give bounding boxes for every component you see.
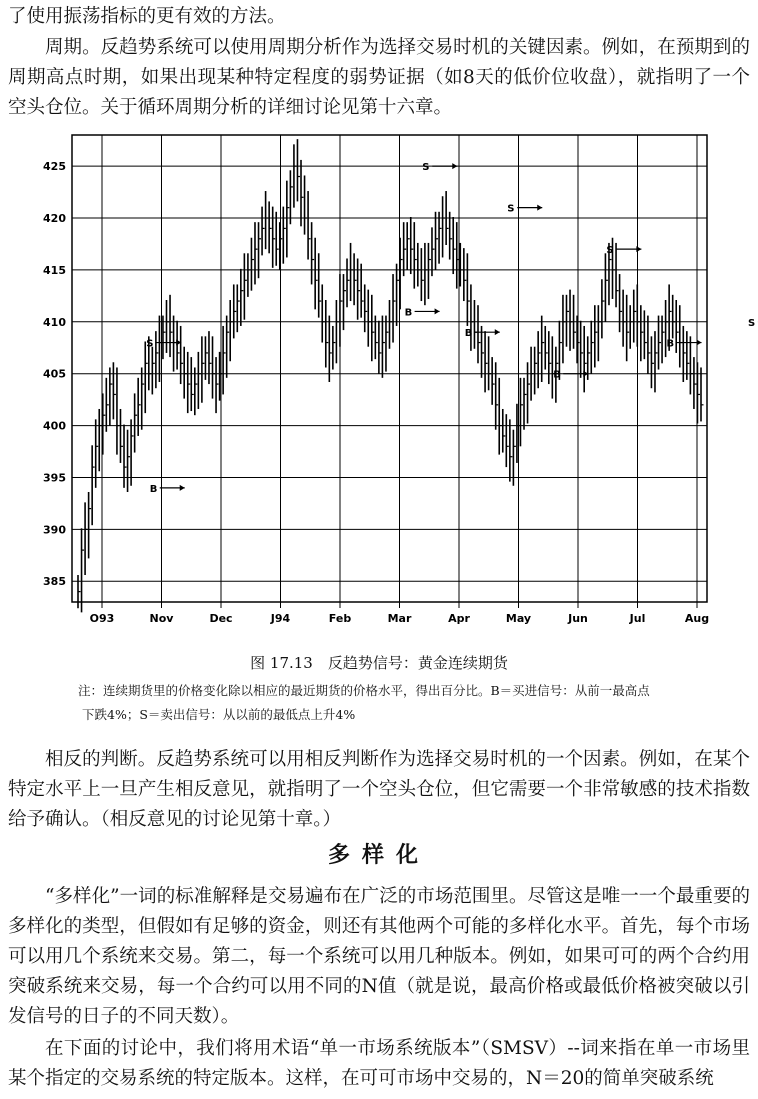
x-tick-label: Mar xyxy=(387,612,412,625)
signal-label: B xyxy=(553,369,561,381)
y-tick-label: 400 xyxy=(43,419,66,433)
signal-label: B xyxy=(149,483,158,495)
signal-label: S xyxy=(422,162,430,174)
signal-label: S xyxy=(146,338,154,350)
signal-arrow-head xyxy=(495,329,500,335)
signal-arrow-head xyxy=(435,308,440,314)
x-tick-label: May xyxy=(505,612,532,625)
y-tick-label: 425 xyxy=(43,160,66,174)
y-tick-label: 385 xyxy=(43,575,66,589)
signal-label: S xyxy=(606,245,614,257)
y-tick-label: 390 xyxy=(43,523,66,537)
x-tick-label: Feb xyxy=(328,612,352,625)
plot-frame xyxy=(72,135,707,602)
y-tick-label: 410 xyxy=(43,315,66,329)
x-tick-label: J94 xyxy=(270,612,291,625)
x-tick-label: Apr xyxy=(448,612,470,625)
paragraph-cycles: 周期。反趋势系统可以使用周期分析作为选择交易时机的关键因素。例如，在预期到的周期高点时期，如果出现某种特定程度的弱势证据（如8天的低价位收盘），就指明了一个空头仓位。关于循环周期分析的详细讨论见第十六章。 xyxy=(8,37,750,118)
y-tick-label: 405 xyxy=(43,367,66,381)
x-tick-label: Dec xyxy=(209,612,233,625)
y-tick-label: 395 xyxy=(43,471,66,485)
chart-svg xyxy=(0,125,758,635)
figure-note-line2: 下跌4%；S＝卖出信号：从以前的最低点上升4% xyxy=(82,707,356,722)
signal-label: S xyxy=(507,203,515,215)
signal-label: S xyxy=(747,317,756,329)
section-heading: 多样化 xyxy=(327,843,430,868)
signal-arrow-head xyxy=(636,246,641,252)
signal-label: B xyxy=(404,307,413,319)
x-tick-label: Jul xyxy=(629,612,646,625)
signal-arrow-head xyxy=(180,485,185,491)
signal-label: B xyxy=(666,338,675,350)
gold-futures-chart xyxy=(0,125,758,635)
figure-note-line1: 注：连续期货里的价格变化除以相应的最近期货的价格水平，得出百分比。B＝买进信号：从前一最高点 xyxy=(78,683,650,698)
signal-arrow-head xyxy=(697,340,702,346)
x-tick-label: Nov xyxy=(149,612,174,625)
paragraph-diversification: “多样化”一词的标准解释是交易遍布在广泛的市场范围里。尽管这是唯一一个最重要的多样化的类型，但假如有足够的资金，则还有其他两个可能的多样化水平。首先，每个市场可以用几个系统来交易。第二，每一个系统可以用几种版本。例如，如果可可的两个合约用突破系统来交易，每一个合约可以用不同的N值（就是说，最高价格或最低价格被突破以引发信号的日子的不同天数）。 xyxy=(8,886,750,1027)
x-tick-label: O93 xyxy=(89,612,115,625)
signal-arrow-head xyxy=(452,163,457,169)
x-tick-label: Jun xyxy=(568,612,588,625)
figure-caption: 图 17.13 反趋势信号：黄金连续期货 xyxy=(250,654,508,672)
signal-arrow-head xyxy=(537,205,542,211)
x-tick-label: Aug xyxy=(684,612,710,625)
signal-label: B xyxy=(464,328,473,340)
y-tick-label: 420 xyxy=(43,212,66,226)
paragraph-smsv: 在下面的讨论中，我们将用术语“单一市场系统版本”（SMSV）--词来指在单一市场里某个指定的交易系统的特定版本。这样，在可可市场中交易的，N＝20的简单突破系统 xyxy=(8,1038,750,1089)
y-tick-label: 415 xyxy=(43,263,66,277)
paragraph-1: 了使用振荡指标的更有效的方法。 xyxy=(8,6,286,27)
figure-note xyxy=(78,679,738,727)
paragraph-contrary-opinion: 相反的判断。反趋势系统可以用相反判断作为选择交易时机的一个因素。例如，在某个特定水平上一旦产生相反意见，就指明了一个空头仓位，但它需要一个非常敏感的技术指数给予确认。（相反意见的讨论见第十章。） xyxy=(8,749,750,830)
